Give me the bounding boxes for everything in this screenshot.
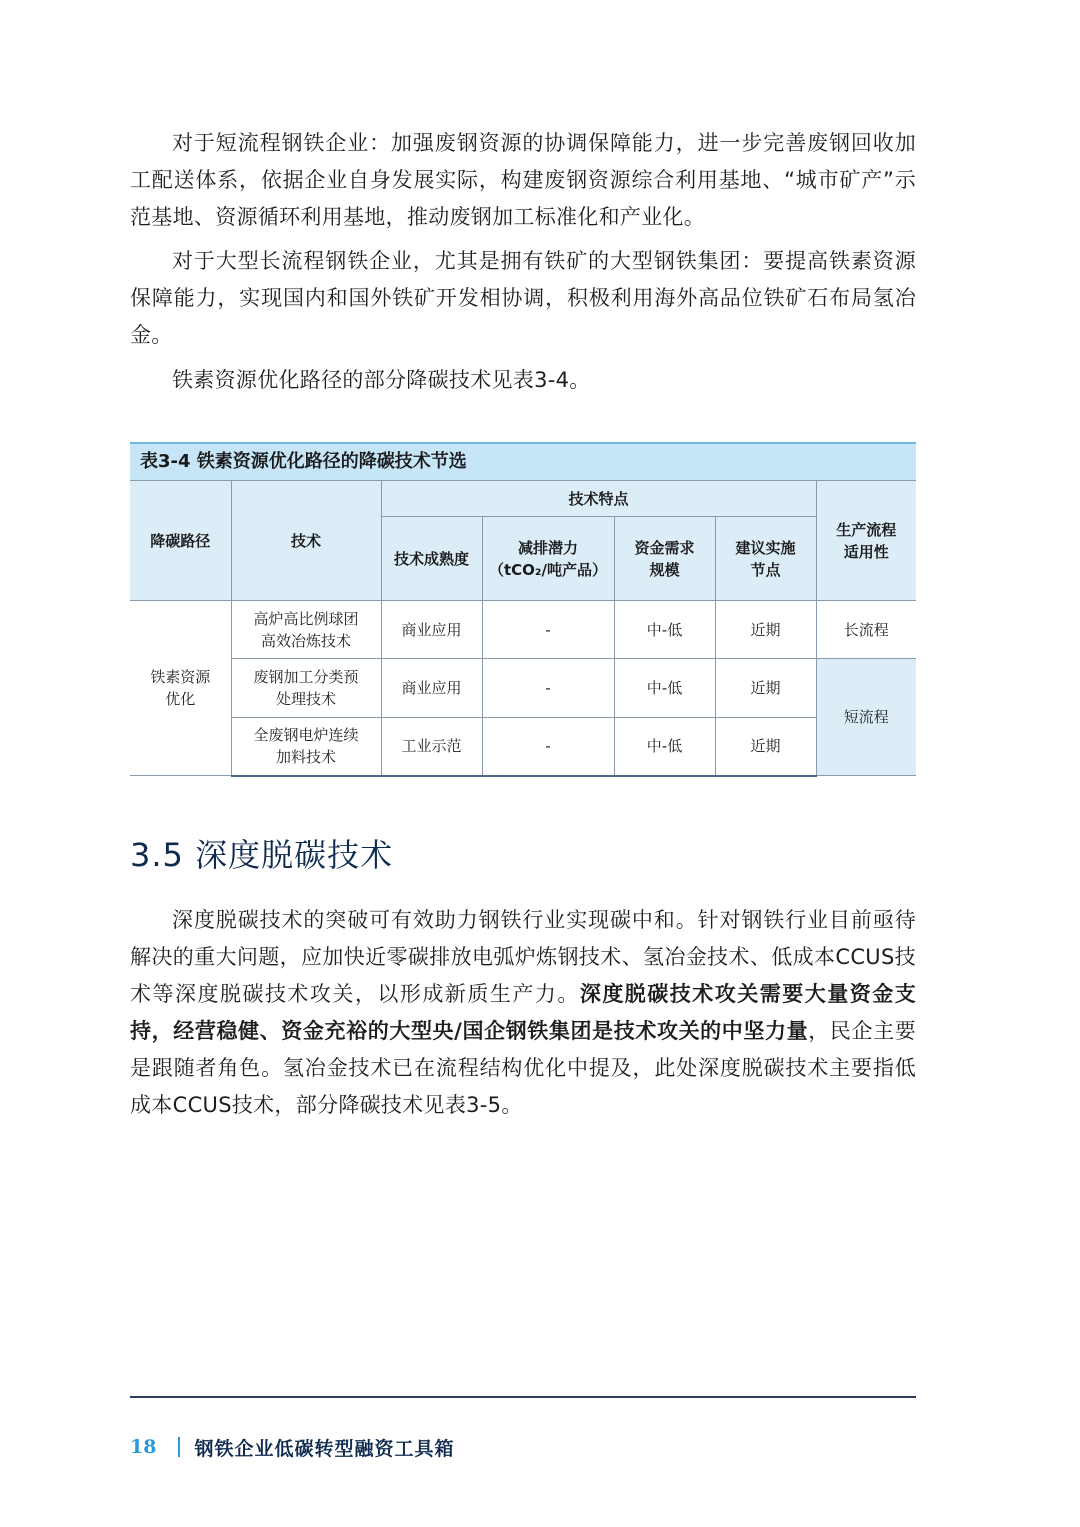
publication-title: 钢铁企业低碳转型融资工具箱 — [194, 1437, 455, 1460]
header-timing: 建议实施 节点 — [715, 517, 816, 601]
row-tech: 高炉高比例球团 高效冶炼技术 — [231, 601, 381, 659]
row-applicability: 短流程 — [816, 659, 916, 776]
table-3-4 — [130, 442, 916, 777]
row-timing: 近期 — [715, 659, 816, 718]
row-tech: 废钢加工分类预 处理技术 — [231, 659, 381, 718]
row-potential: - — [482, 718, 614, 776]
row-potential: - — [482, 659, 614, 718]
technology-table — [130, 480, 916, 777]
row-applicability: 长流程 — [816, 601, 916, 659]
row-maturity: 工业示范 — [381, 718, 482, 776]
page-footer — [130, 1432, 454, 1462]
group-label: 铁素资源 优化 — [130, 601, 231, 776]
table-row — [130, 601, 916, 659]
header-maturity: 技术成熟度 — [381, 517, 482, 601]
page-number: 18 — [130, 1436, 157, 1458]
header-capital: 资金需求 规模 — [614, 517, 715, 601]
row-timing: 近期 — [715, 718, 816, 776]
paragraph-short-process: 对于短流程钢铁企业：加强废钢资源的协调保障能力，进一步完善废钢回收加工配送体系，依据企业自身发展实际，构建废钢资源综合利用基地、“城市矿产”示范基地、资源循环利用基地，推动废钢加工标准化和产业化。 — [130, 131, 916, 229]
row-potential: - — [482, 601, 614, 659]
section-heading: 3.5 深度脱碳技术 — [130, 836, 394, 874]
header-features: 技术特点 — [381, 481, 816, 517]
row-timing: 近期 — [715, 601, 816, 659]
table-row — [130, 718, 916, 776]
header-applicability: 生产流程 适用性 — [816, 481, 916, 601]
paragraph-table-reference: 铁素资源优化路径的部分降碳技术见表3-4。 — [172, 368, 591, 392]
row-capital: 中-低 — [614, 601, 715, 659]
header-tech: 技术 — [231, 481, 381, 601]
row-capital: 中-低 — [614, 659, 715, 718]
table-caption: 表3-4 铁素资源优化路径的降碳技术节选 — [130, 442, 916, 480]
row-capital: 中-低 — [614, 718, 715, 776]
row-tech: 全废钢电炉连续 加料技术 — [231, 718, 381, 776]
paragraph-bold-text: 深度脱碳技术攻关需要大量资金支持，经营稳健、资金充裕的大型央/国企钢铁集团是技术攻关的中坚力量 — [130, 982, 917, 1043]
row-maturity: 商业应用 — [381, 601, 482, 659]
header-path: 降碳路径 — [130, 481, 231, 601]
row-maturity: 商业应用 — [381, 659, 482, 718]
paragraph-deep-decarbonization — [130, 902, 916, 1124]
footer-separator — [178, 1437, 180, 1457]
footer-divider — [130, 1396, 916, 1398]
paragraph-text-tail: ，民企主要是跟随者角色。氢冶金技术已在流程结构优化中提及，此处深度脱碳技术主要指低成本CCUS技术，部分降碳技术见表3-5。 — [130, 1019, 916, 1117]
header-potential: 减排潜力 （tCO₂/吨产品） — [482, 517, 614, 601]
paragraph-text: 深度脱碳技术的突破可有效助力钢铁行业实现碳中和。针对钢铁行业目前亟待解决的重大问题，应加快近零碳排放电弧炉炼钢技术、氢冶金技术、低成本CCUS技术等深度脱碳技术攻关，以形成新质生产力。 — [130, 908, 916, 1006]
paragraph-long-process: 对于大型长流程钢铁企业，尤其是拥有铁矿的大型钢铁集团：要提高铁素资源保障能力，实现国内和国外铁矿开发相协调，积极利用海外高品位铁矿石布局氢冶金。 — [130, 249, 916, 347]
table-row — [130, 659, 916, 718]
